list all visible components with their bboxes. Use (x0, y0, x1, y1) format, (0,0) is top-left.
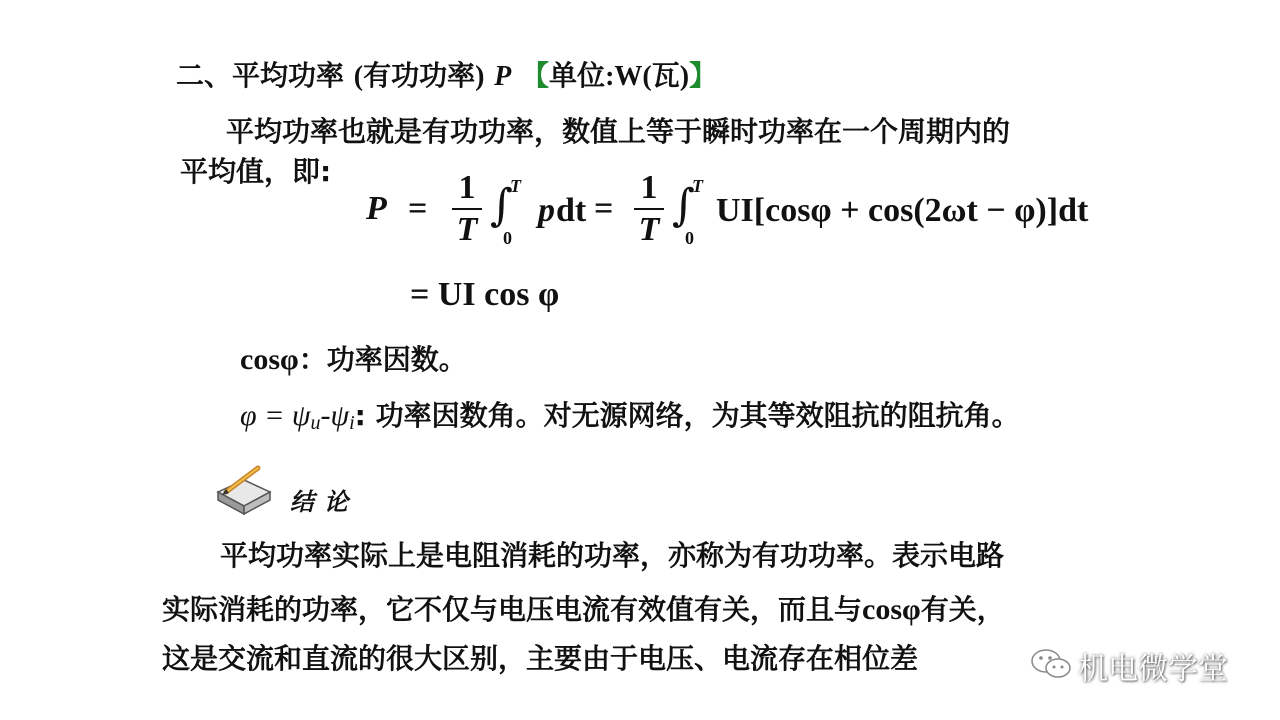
phi-sub-u: u (310, 412, 321, 435)
intro-line-2: 平均值，即: (180, 155, 332, 188)
unit-value: W( (614, 61, 652, 92)
phi-description: : 功率因数角。对无源网络，为其等效阻抗的阻抗角。 (354, 399, 1020, 432)
formula-eq-1: = (408, 190, 428, 227)
phi-term: φ = ψ (240, 399, 311, 432)
phi-definition (240, 394, 1020, 435)
unit-label: 单位 (549, 59, 606, 92)
fraction-2-den: T (638, 211, 660, 248)
fraction-2-bar (634, 208, 664, 210)
heading-text-2: 有功功率 (363, 59, 476, 92)
unit-colon: : (605, 61, 615, 92)
intro-line-1: 平均功率也就是有功功率，数值上等于瞬时功率在一个周期内的 (226, 115, 1011, 148)
fraction-1 (452, 170, 482, 248)
cos-description: ：功率因数。 (298, 343, 467, 376)
conclusion-line-3: 这是交流和直流的很大区别，主要由于电压、电流存在相位差 (162, 642, 919, 675)
integral-sign-2: ∫ (672, 180, 695, 231)
bracket-open: 【 (521, 59, 550, 92)
conclusion-line-2a: 实际消耗的功率，它不仅与电压电流有效值有关，而且与 (162, 593, 863, 626)
fraction-2 (634, 170, 664, 248)
unit-close: ) (679, 61, 690, 92)
formula-p: p (538, 192, 555, 229)
fraction-1-den: T (456, 211, 478, 248)
integral-2-upper: T (692, 176, 703, 196)
notebook-pencil-icon (214, 462, 274, 516)
fraction-1-num: 1 (458, 169, 476, 206)
conclusion-title: 结论 (290, 488, 358, 516)
heading-text-1: 二、平均功率 (176, 59, 354, 92)
integral-sign-1: ∫ (490, 180, 513, 231)
phi-sub-i: i (349, 412, 355, 435)
cos-term: cosφ (240, 343, 299, 376)
heading-paren-open: ( (353, 61, 364, 92)
cos-definition (240, 338, 467, 378)
conclusion-cos: cosφ (862, 593, 921, 626)
conclusion-line-2 (162, 588, 1005, 628)
section-heading (176, 54, 717, 94)
formula-dt: dt (556, 192, 587, 229)
bracket-close: 】 (689, 59, 718, 92)
conclusion-line-1: 平均功率实际上是电阻消耗的功率，亦称为有功功率。表示电路 (220, 539, 1005, 572)
fraction-2-num: 1 (640, 169, 658, 206)
heading-symbol: P (494, 61, 512, 92)
integral-2-lower: 0 (685, 228, 694, 248)
wechat-icon (1030, 646, 1072, 682)
fraction-1-bar (452, 208, 482, 210)
phi-dash: -ψ (320, 399, 350, 432)
watermark (1030, 642, 1250, 686)
watermark-text: 机电微学堂 (1078, 652, 1228, 687)
formula-integrand: UI[cosφ + cos(2ωt − φ)]dt (716, 192, 1089, 229)
formula-eq-2: = (594, 190, 614, 227)
conclusion-line-2b: 有关， (920, 593, 1005, 626)
heading-paren-close: ) (475, 61, 485, 92)
formula-result: = UI cos φ (410, 276, 560, 313)
unit-name: 瓦 (651, 59, 680, 92)
integral-1-upper: T (510, 176, 521, 196)
formula-lhs: P (366, 190, 387, 227)
integral-1-lower: 0 (503, 228, 512, 248)
